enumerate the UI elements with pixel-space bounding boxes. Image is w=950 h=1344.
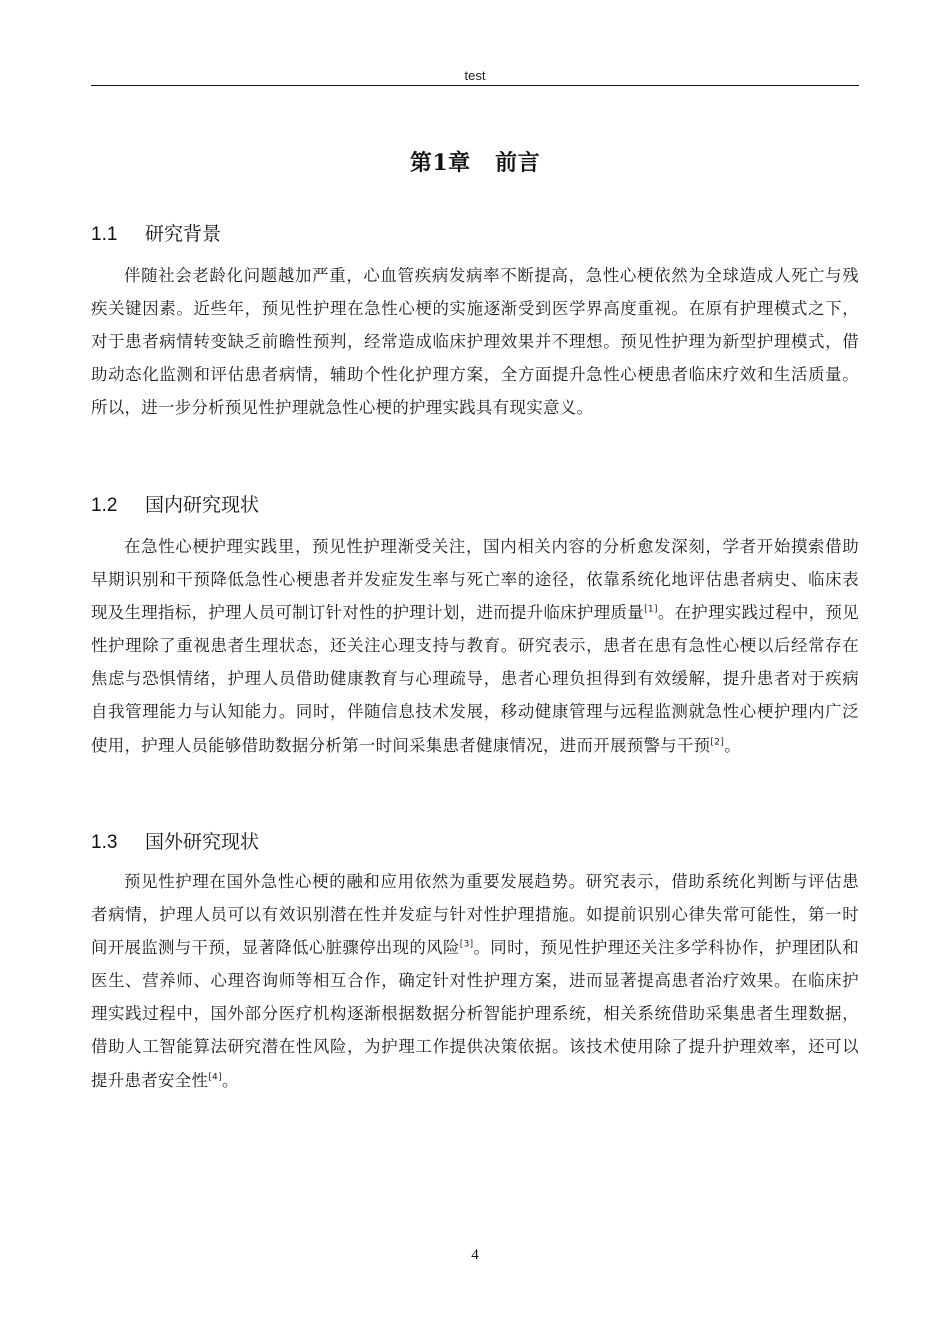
section-heading-1-3: [91, 827, 259, 854]
paragraph-text: 。在护理实践过程中，预见性护理除了重视患者生理状态，还关注心理支持与教育。研究表示，患者在患有急性心梗以后经常存在焦虑与恐惧情绪，护理人员借助健康教育与心理疏导，患者心理负担得到有效缓解，提升患者对于疾病自我管理能力与认知能力。同时，伴随信息技术发展，移动健康管理与远程监测就急性心梗护理内广泛使用，护理人员能够借助数据分析第一时间采集患者健康情况，进而开展预警与干预: [91, 603, 859, 755]
section-title: 研究背景: [145, 223, 222, 245]
chapter-title: [0, 146, 950, 177]
section-heading-1-2: [91, 490, 259, 517]
paragraph-text: 预见性护理在国外急性心梗的融和应用依然为重要发展趋势。研究表示，借助系统化判断与评估患者病情，护理人员可以有效识别潜在性并发症与针对性护理措施。如提前识别心律失常可能性，第一时间开展监测与干预，显著降低心脏骤停出现的风险: [91, 872, 859, 958]
section-paragraph-1-3: [91, 865, 859, 1097]
section-number: 1.2: [91, 495, 118, 516]
citation-ref: [2]: [710, 737, 725, 748]
paragraph-text: 。: [724, 735, 741, 755]
section-paragraph-1-2: [91, 530, 859, 762]
chapter-name: 前言: [495, 151, 541, 176]
section-paragraph-1-1: 伴随社会老龄化问题越加严重，心血管疾病发病率不断提高，急性心梗依然为全球造成人死亡与残疾关键因素。近些年，预见性护理在急性心梗的实施逐渐受到医学界高度重视。在原有护理模式之下，对于患者病情转变缺乏前瞻性预判，经常造成临床护理效果并不理想。预见性护理为新型护理模式，借助动态化监测和评估患者病情，辅助个性化护理方案，全方面提升急性心梗患者临床疗效和生活质量。所以，进一步分析预见性护理就急性心梗的护理实践具有现实意义。: [91, 266, 859, 418]
section-number: 1.3: [91, 832, 118, 853]
paragraph-text: 。: [222, 1070, 239, 1090]
citation-ref: [4]: [208, 1072, 222, 1083]
chapter-number: 1: [432, 150, 449, 176]
paragraph-text: 在急性心梗护理实践里，预见性护理渐受关注，国内相关内容的分析愈发深刻，学者开始摸索借助早期识别和干预降低急性心梗患者并发症发生率与死亡率的途径，依靠系统化地评估患者病史、临床表现及生理指标，护理人员可制订针对性的护理计划，进而提升临床护理质量: [91, 537, 859, 623]
section-heading-1-1: [91, 219, 221, 246]
header-rule: [91, 85, 859, 86]
section-number: 1.1: [91, 224, 118, 245]
section-title: 国外研究现状: [145, 831, 260, 853]
citation-ref: [1]: [644, 604, 658, 615]
chapter-prefix: 第: [409, 151, 433, 176]
chapter-suffix: 章: [448, 151, 471, 176]
citation-ref: [3]: [459, 939, 474, 950]
running-header: test: [464, 68, 486, 83]
paragraph-text: 。同时，预见性护理还关注多学科协作，护理团队和医生、营养师、心理咨询师等相互合作，确定针对性护理方案，进而显著提高患者治疗效果。在临床护理实践过程中，国外部分医疗机构逐渐根据数据分析智能护理系统，相关系统借助采集患者生理数据，借助人工智能算法研究潜在性风险，为护理工作提供决策依据。该技术使用除了提升护理效率，还可以提升患者安全性: [91, 938, 859, 1090]
page-number: 4: [471, 1247, 479, 1263]
section-title: 国内研究现状: [145, 494, 260, 516]
